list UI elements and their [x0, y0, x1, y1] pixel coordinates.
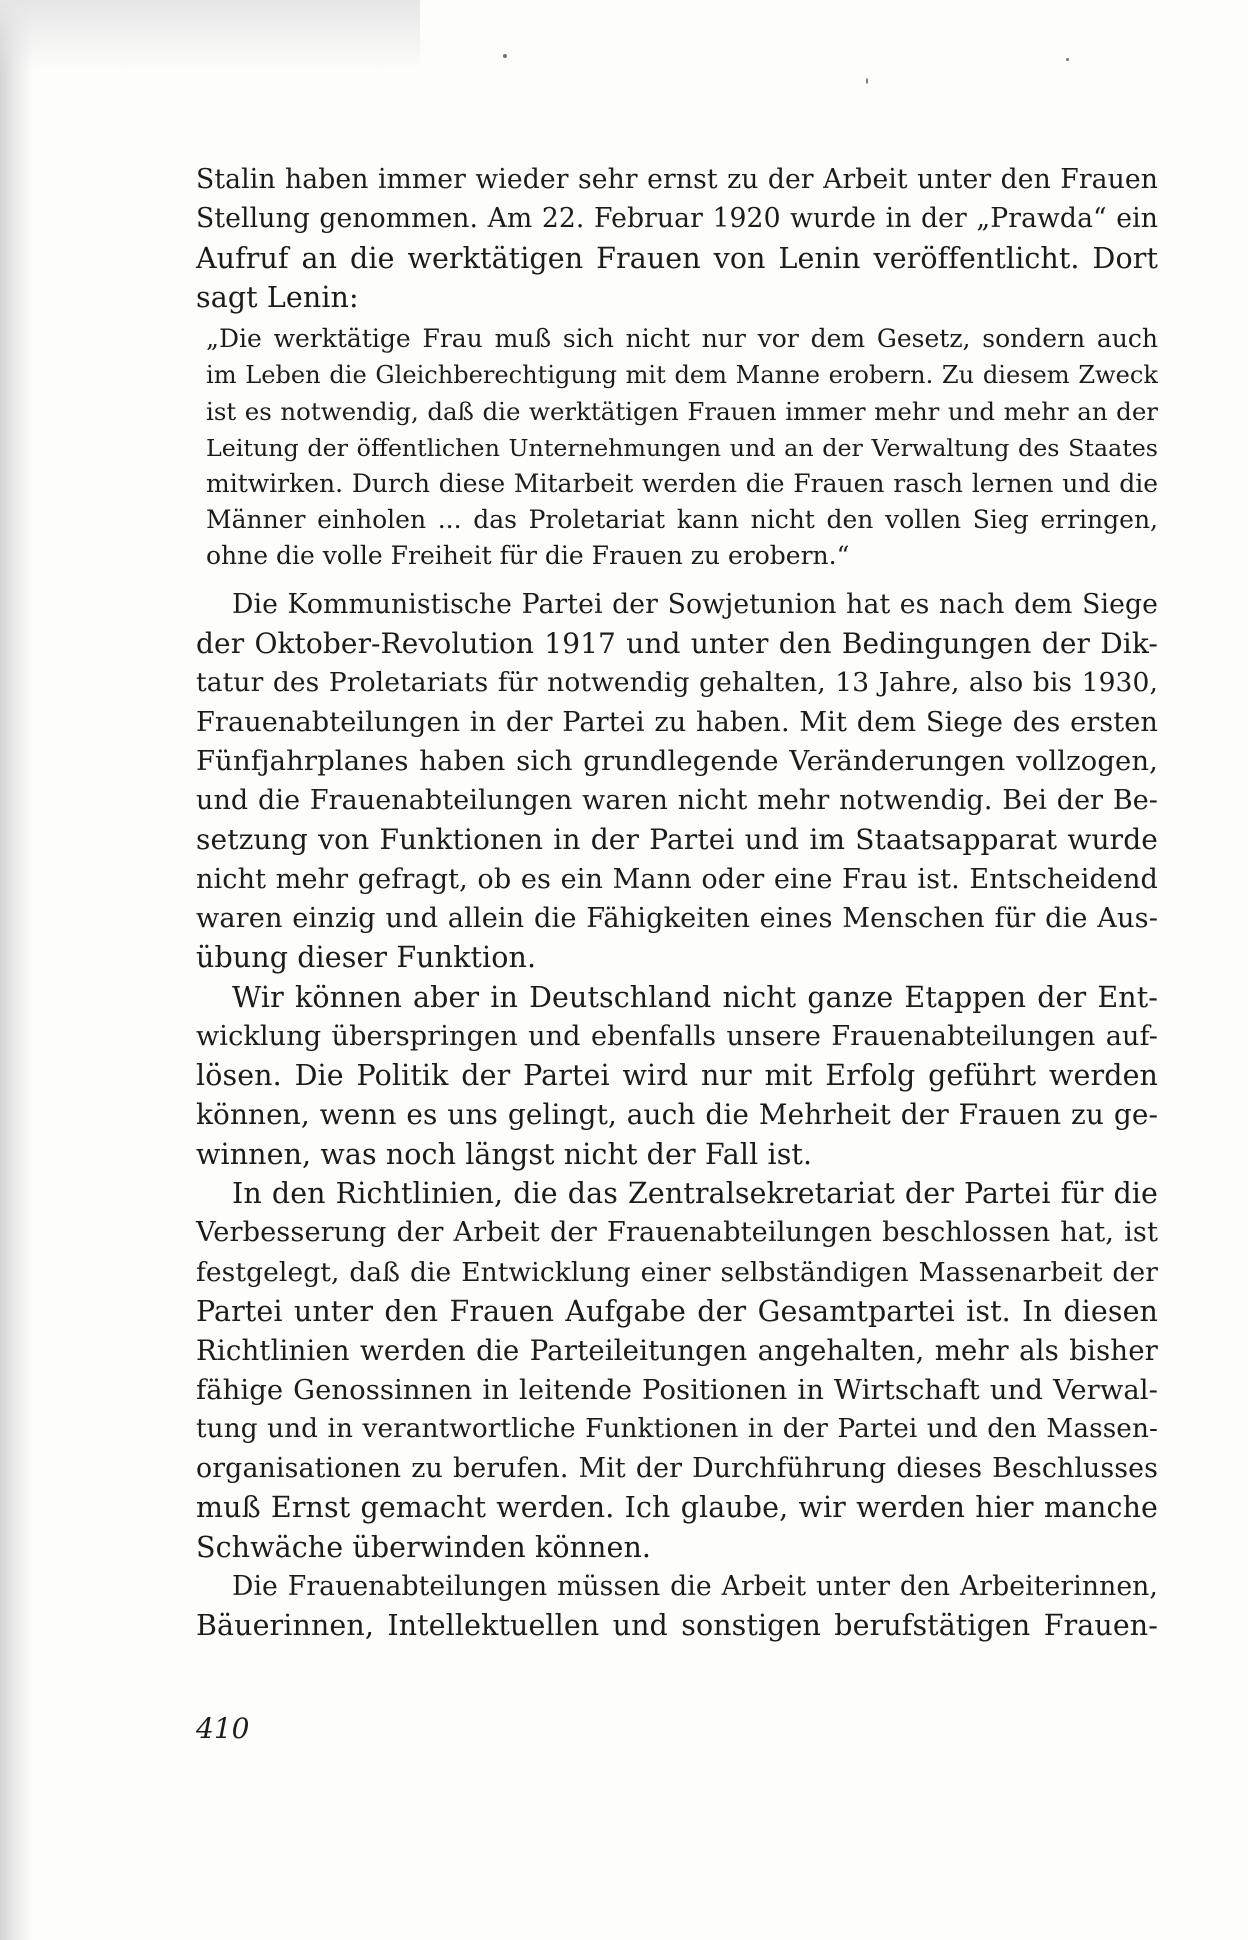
- text-line: Richtlinien werden die Parteileitungen angehalten, mehr als bisher: [196, 1334, 1158, 1368]
- text-line: nicht mehr gefragt, ob es ein Mann oder eine Frau ist. Entscheidend: [196, 863, 1158, 895]
- text-line: Stalin haben immer wieder sehr ernst zu der Arbeit unter den Frauen: [196, 164, 1158, 195]
- text-line: winnen, was noch längst nicht der Fall ist.: [196, 1137, 813, 1171]
- text-line: und die Frauenabteilungen waren nicht mehr notwendig. Bei der Be-: [196, 785, 1158, 817]
- text-line: lösen. Die Politik der Partei wird nur mit Erfolg geführt werden: [196, 1059, 1158, 1093]
- text-line: setzung von Funktionen in der Partei und im Staatsapparat wurde: [196, 823, 1158, 857]
- text-line: festgelegt, daß die Entwicklung einer selbständigen Massenarbeit der: [196, 1256, 1158, 1288]
- text-line: fähige Genossinnen in leitende Positionen in Wirtschaft und Verwal-: [196, 1374, 1158, 1406]
- main-text: [196, 160, 1158, 1646]
- lenin-quote: [206, 321, 1158, 574]
- text-line: Aufruf an die werktätigen Frauen von Lenin veröffentlicht. Dort: [196, 241, 1158, 275]
- text-line: Die Kommunistische Partei der Sowjetunion hat es nach dem Siege: [232, 588, 1158, 620]
- text-line: sagt Lenin:: [196, 280, 359, 314]
- paragraph-germany: [196, 978, 1158, 1174]
- scan-speck: [866, 78, 868, 84]
- text-line: In den Richtlinien, die das Zentralsekretariat der Partei für die: [232, 1177, 1158, 1211]
- text-line: Partei unter den Frauen Aufgabe der Gesamtpartei ist. In diesen: [196, 1294, 1158, 1328]
- scan-speck: [1066, 58, 1069, 61]
- paragraph-soviet-party: [196, 585, 1158, 978]
- text-line: Stellung genommen. Am 22. Februar 1920 wurde in der „Prawda“ ein: [196, 203, 1158, 235]
- quote-line: ist es notwendig, daß die werktätigen Frauen immer mehr und mehr an der: [206, 396, 1158, 426]
- text-line: Frauenabteilungen in der Partei zu haben. Mit dem Siege des ersten: [196, 706, 1158, 738]
- scan-top-shadow: [0, 0, 420, 70]
- quote-line: Männer einholen ... das Proletariat kann nicht den vollen Sieg erringen,: [206, 505, 1158, 535]
- text-line: waren einzig und allein die Fähigkeiten eines Menschen für die Aus-: [196, 902, 1158, 934]
- text-line: übung dieser Funktion.: [196, 941, 537, 975]
- text-line: wicklung überspringen und ebenfalls unsere Frauenabteilungen auf-: [196, 1020, 1158, 1052]
- text-line: Bäuerinnen, Intellektuellen und sonstigen berufstätigen Frauen-: [196, 1609, 1158, 1643]
- quote-line: Leitung der öffentlichen Unternehmungen und an der Verwaltung des Staates: [206, 433, 1158, 462]
- text-line: tung und in verantwortliche Funktionen in der Partei und den Massen-: [196, 1413, 1158, 1444]
- text-line: können, wenn es uns gelingt, auch die Mehrheit der Frauen zu ge-: [196, 1098, 1158, 1132]
- paragraph-women-departments: [196, 1567, 1158, 1646]
- scan-speck: [503, 54, 507, 58]
- scan-edge-shadow: [0, 0, 34, 1940]
- text-line: der Oktober-Revolution 1917 und unter den Bedingungen der Dik-: [196, 626, 1158, 660]
- text-line: Wir können aber in Deutschland nicht ganze Etappen der Ent-: [232, 980, 1158, 1014]
- quote-line: im Leben die Gleichberechtigung mit dem Manne erobern. Zu diesem Zweck: [206, 361, 1158, 390]
- text-line: Die Frauenabteilungen müssen die Arbeit unter den Arbeiterinnen,: [232, 1571, 1158, 1603]
- text-line: tatur des Proletariats für notwendig gehalten, 13 Jahre, also bis 1930,: [196, 667, 1158, 699]
- paragraph-guidelines: [196, 1174, 1158, 1567]
- page-number: 410: [196, 1712, 250, 1745]
- text-line: organisationen zu berufen. Mit der Durchführung dieses Beschlusses: [196, 1453, 1158, 1485]
- text-line: Fünfjahrplanes haben sich grundlegende Veränderungen vollzogen,: [196, 745, 1158, 777]
- text-line: muß Ernst gemacht werden. Ich glaube, wir werden hier manche: [196, 1491, 1158, 1525]
- quote-line: ohne die volle Freiheit für die Frauen zu erobern.“: [206, 541, 850, 571]
- text-line: Schwäche überwinden können.: [196, 1530, 652, 1564]
- opening-paragraph: [196, 160, 1158, 317]
- quote-line: „Die werktätige Frau muß sich nicht nur vor dem Gesetz, sondern auch: [206, 324, 1158, 354]
- text-line: Verbesserung der Arbeit der Frauenabteilungen beschlossen hat, ist: [196, 1217, 1158, 1249]
- quote-line: mitwirken. Durch diese Mitarbeit werden die Frauen rasch lernen und die: [206, 469, 1158, 498]
